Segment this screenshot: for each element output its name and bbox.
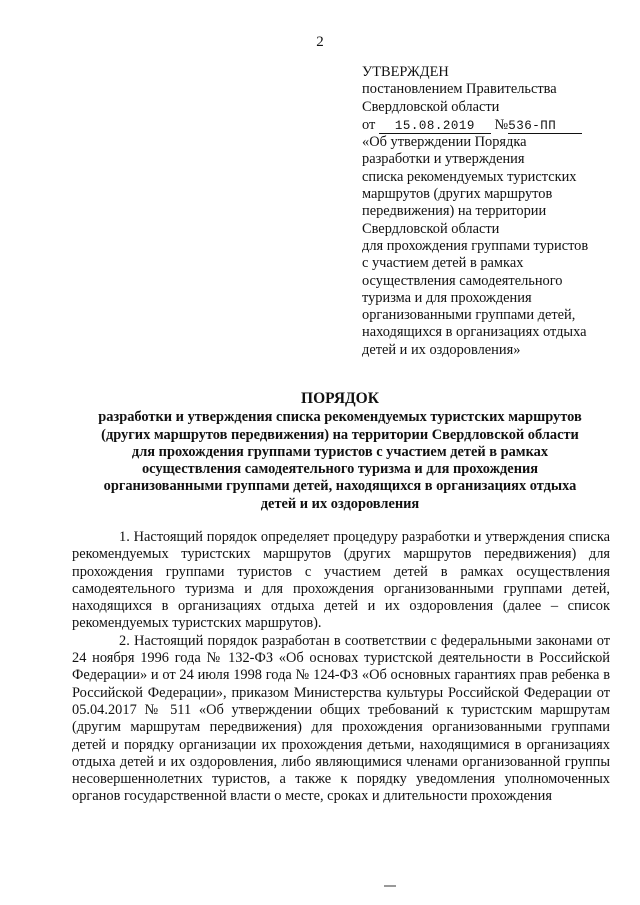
approval-description-line: разработки и утверждения xyxy=(362,151,525,168)
approval-description-line: маршрутов (других маршрутов xyxy=(362,186,553,203)
document-subtitle-line: организованными группами детей, находящихся в организациях отдыха xyxy=(103,478,577,495)
approval-line: постановлением Правительства xyxy=(362,81,557,98)
document-subtitle-line: осуществления самодеятельного туризма и для прохождения xyxy=(141,461,539,478)
approval-description-line: передвижения) на территории xyxy=(362,203,547,220)
document-subtitle-line: (других маршрутов передвижения) на территории Свердловской области xyxy=(101,426,579,443)
document-title: ПОРЯДОК xyxy=(301,390,379,407)
date-prefix: от xyxy=(362,116,376,133)
approval-description-line: списка рекомендуемых туристских xyxy=(362,168,577,185)
approval-description-line: Свердловской области xyxy=(362,220,500,237)
approval-description-line: находящихся в организациях отдыха xyxy=(362,324,587,341)
document-subtitle-line: для прохождения группами туристов с участием детей в рамках xyxy=(131,443,549,460)
approval-block xyxy=(362,64,632,359)
document-subtitle-line: детей и их оздоровления xyxy=(260,495,420,512)
approval-number: 536-ПП xyxy=(508,120,582,134)
approval-heading: УТВЕРЖДЕН xyxy=(362,64,449,80)
approval-line: Свердловской области xyxy=(362,98,500,115)
approval-description-line: туризма и для прохождения xyxy=(362,289,532,306)
approval-description-line: «Об утверждении Порядка xyxy=(362,134,527,151)
approval-description-line: для прохождения группами туристов xyxy=(362,237,589,254)
approval-description-line: детей и их оздоровления» xyxy=(362,341,521,358)
number-prefix: № xyxy=(494,116,509,133)
scan-mark xyxy=(384,885,396,887)
approval-description-line: организованными группами детей, xyxy=(362,307,576,324)
paragraph-2: 2. Настоящий порядок разработан в соответствии с федеральными законами от 24 ноября 1996 года № 132-ФЗ «Об основах туристской деятельности в Российской Федерации» и от 24 июля 1998 года № 124-ФЗ «Об основных гарантиях прав ребенка в Российской Федерации», приказом Министерства культуры Российской Федерации от 05.04.2017 № 511 «Об утверждении общих требований к туристским маршрутам (другим маршрутам передвижения) для прохождения организованными группами детей и порядку организации их прохождения детьми, находящимися в организациях отдыха детей и их оздоровления, либо являющимися членами организованной группы несовершеннолетних туристов, а также к порядку уведомления уполномоченных органов государственной власти о месте, сроках и длительности прохождения xyxy=(72,632,610,805)
approval-description-line: осуществления самодеятельного xyxy=(362,272,563,289)
page-number: 2 xyxy=(316,34,324,50)
approval-description-line: с участием детей в рамках xyxy=(362,255,524,272)
paragraph-1: 1. Настоящий порядок определяет процедуру разработки и утверждения списка рекомендуемых туристских маршрутов (других маршрутов передвижения) для прохождения группами туристов с участием детей в рамках осуществления самодеятельного туризма и для прохождения организованными группами детей, находящихся в организациях отдыха детей и их оздоровления (далее – список рекомендуемых туристских маршрутов). xyxy=(72,529,610,632)
document-body xyxy=(72,529,610,806)
document-title-block xyxy=(60,390,620,513)
document-subtitle-line: разработки и утверждения списка рекомендуемых туристских маршрутов xyxy=(98,409,582,426)
approval-date: 15.08.2019 xyxy=(379,120,491,134)
approval-date-line xyxy=(362,117,632,134)
